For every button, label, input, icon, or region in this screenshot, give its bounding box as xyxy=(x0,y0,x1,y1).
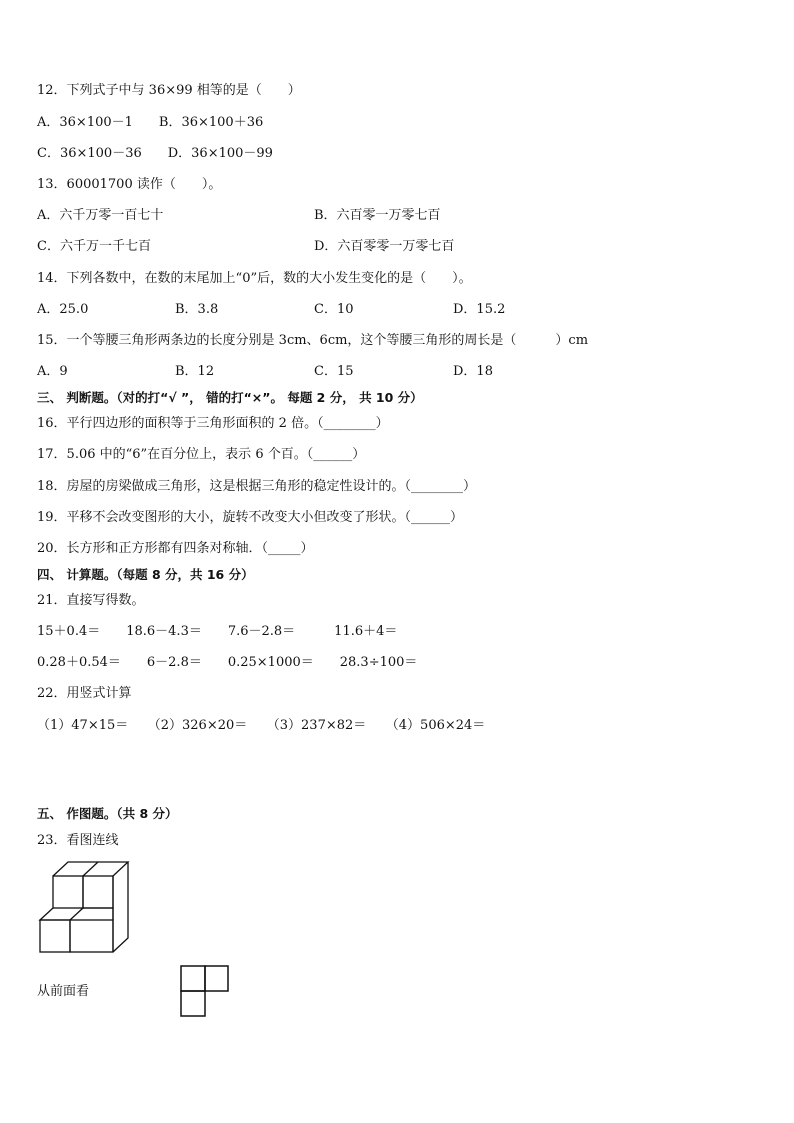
q17: 17．5.06 中的“6”在百分位上，表示 6 个百。（______） xyxy=(37,447,366,462)
q15-option-d: D．18 xyxy=(453,364,493,379)
q15-stem: 15．一个等腰三角形两条边的长度分别是 3cm、6cm，这个等腰三角形的周长是（ ）cm xyxy=(37,333,589,348)
section-4-heading: 四、 计算题。（每题 8 分，共 16 分） xyxy=(37,567,254,582)
q21-row2: 0.28＋0.54＝ 6－2.8＝ 0.25×1000＝ 28.3÷100＝ xyxy=(37,655,418,670)
q14-option-a: A．25.0 xyxy=(37,302,89,317)
q13-option-b: B．六百零一万零七百 xyxy=(314,208,441,223)
q14-stem: 14．下列各数中，在数的末尾加上“0”后，数的大小发生变化的是（ ）。 xyxy=(37,271,472,286)
section-5-heading: 五、 作图题。（共 8 分） xyxy=(37,806,178,821)
cube-stack-figure xyxy=(38,858,130,958)
q21-row1: 15＋0.4＝ 18.6－4.3＝ 7.6－2.8＝ 11.6＋4＝ xyxy=(37,624,398,639)
q12-options-row2: C．36×100－36 D．36×100－99 xyxy=(37,146,273,161)
front-view-figure xyxy=(178,963,232,1019)
q20: 20．长方形和正方形都有四条对称轴．（_____） xyxy=(37,541,314,556)
q23-stem: 23．看图连线 xyxy=(37,833,119,848)
q16: 16．平行四边形的面积等于三角形面积的 2 倍。（________） xyxy=(37,416,389,431)
q12-stem: 12．下列式子中与 36×99 相等的是（ ） xyxy=(37,83,301,98)
q22-row: （1）47×15＝ （2）326×20＝ （3）237×82＝ （4）506×24＝ xyxy=(37,718,486,733)
q12-options-row1: A．36×100－1 B．36×100＋36 xyxy=(37,115,264,130)
q13-option-c: C．六千万一千七百 xyxy=(37,239,151,254)
q19: 19．平移不会改变图形的大小，旋转不改变大小但改变了形状。（______） xyxy=(37,510,464,525)
q14-option-c: C．10 xyxy=(314,302,354,317)
q14-option-d: D．15.2 xyxy=(453,302,506,317)
q15-option-c: C．15 xyxy=(314,364,354,379)
q22-stem: 22．用竖式计算 xyxy=(37,686,132,701)
q13-stem: 13．60001700 读作（ ）。 xyxy=(37,177,222,192)
q23-label-front-view: 从前面看 xyxy=(37,984,90,999)
q15-option-a: A．9 xyxy=(37,364,68,379)
q14-option-b: B．3.8 xyxy=(175,302,219,317)
q13-option-d: D．六百零零一万零七百 xyxy=(314,239,455,254)
q13-option-a: A．六千万零一百七十 xyxy=(37,208,164,223)
section-3-heading: 三、 判断题。（对的打“√ ”， 错的打“×”。 每题 2 分， 共 10 分） xyxy=(37,390,423,405)
q18: 18．房屋的房梁做成三角形，这是根据三角形的稳定性设计的。（________） xyxy=(37,479,477,494)
q15-option-b: B．12 xyxy=(175,364,215,379)
q21-stem: 21．直接写得数。 xyxy=(37,593,145,608)
